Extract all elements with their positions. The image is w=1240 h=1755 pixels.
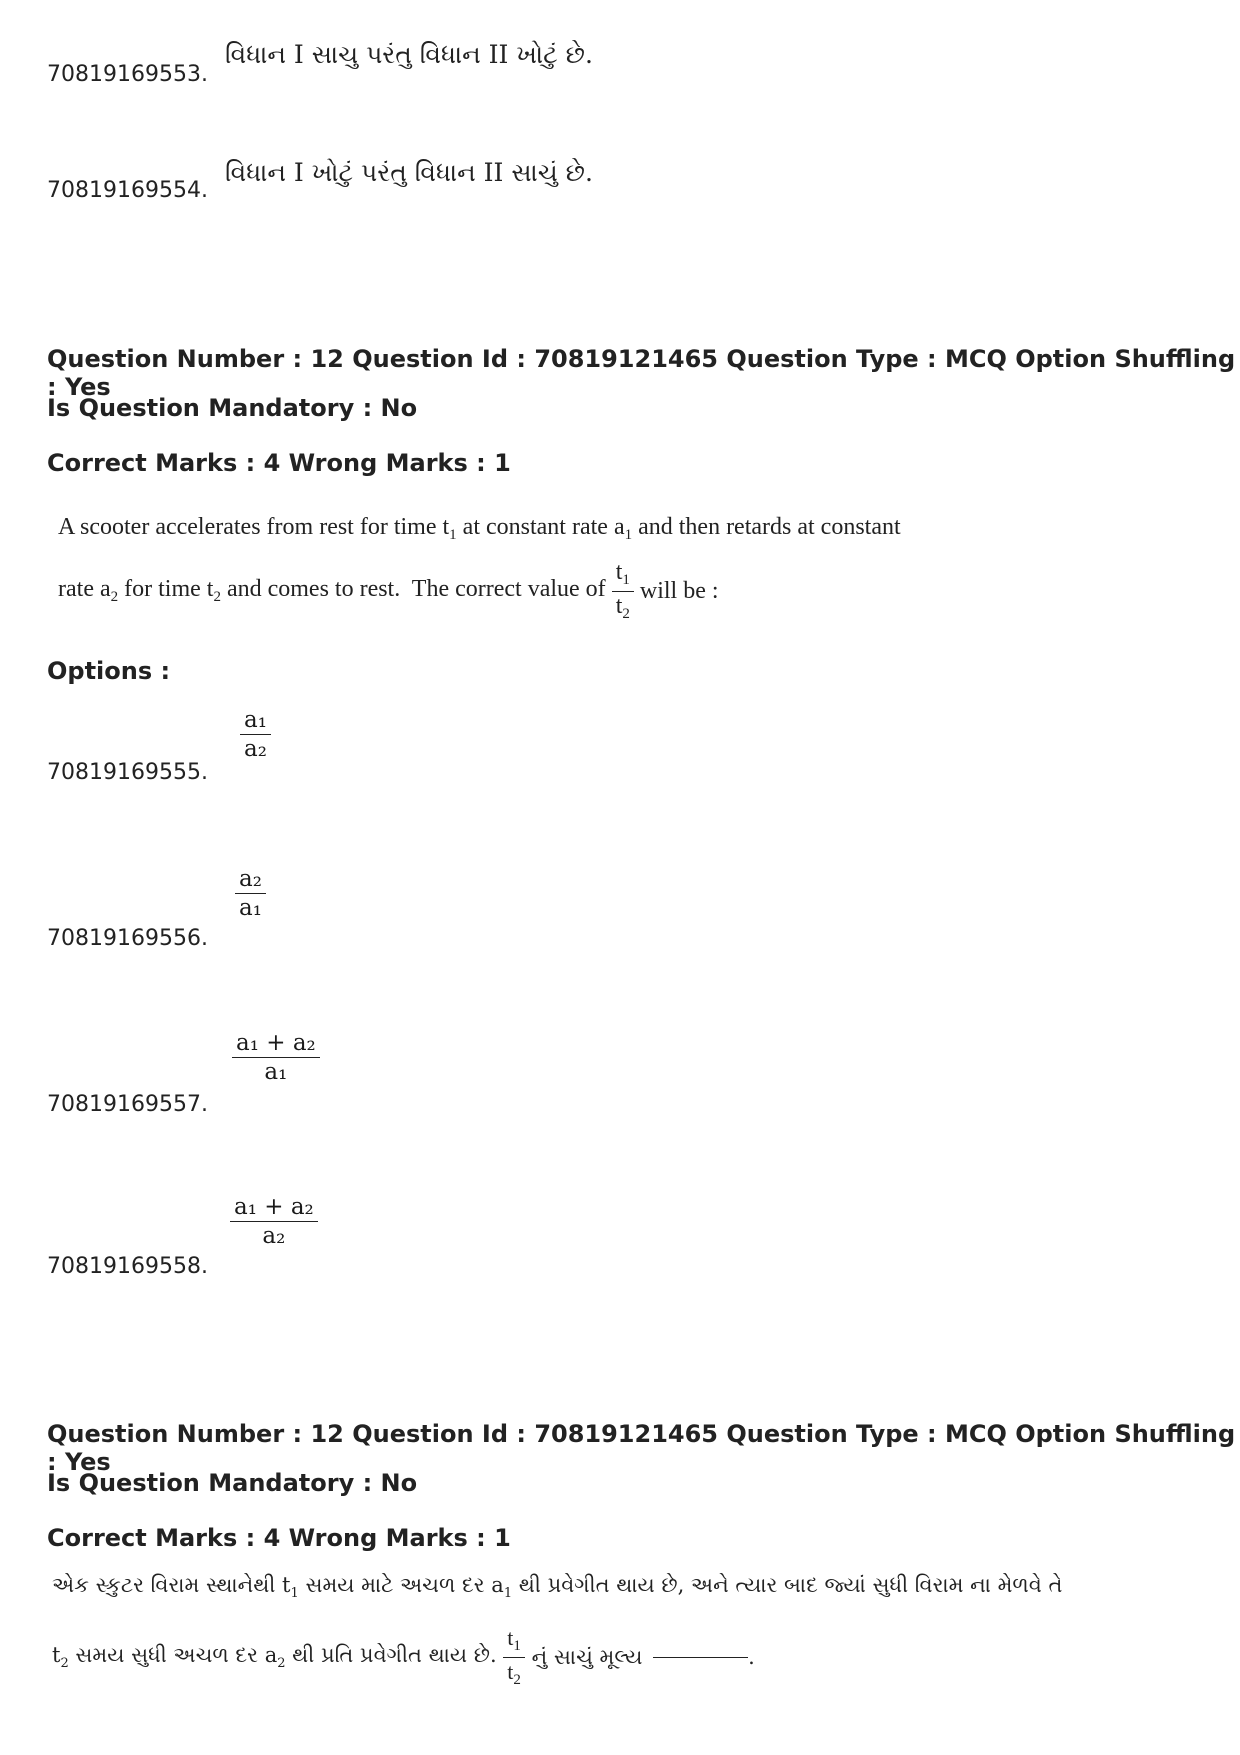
- question-mandatory: Is Question Mandatory : No: [47, 394, 418, 422]
- question-marks: Correct Marks : 4 Wrong Marks : 1: [47, 449, 511, 477]
- question-header: Question Number : 12 Question Id : 70819121465 Question Type : MCQ Option Shuffling : Yes: [47, 1420, 1236, 1476]
- question-marks: Correct Marks : 4 Wrong Marks : 1: [47, 1524, 511, 1552]
- question-text-line-1: એક સ્કુટર વિરામ સ્થાનેથી $t_1$ સમય માટે અચળ દર $a_1$ થી પ્રવેગીત થાય છે, અને ત્યાર બાદ જ્યાં સુધી વિરામ ના મેળવે તે: [52, 1573, 1063, 1602]
- t1-over-t2-fraction: $\frac{t_1}{t_2}$: [612, 560, 634, 623]
- question-text-line-2: rate $a_2$ for time $t_2$ and comes to rest. The correct value of $\frac{t_1}{t_2}$ will be :: [58, 559, 719, 622]
- question-header: Question Number : 12 Question Id : 70819121465 Question Type : MCQ Option Shuffling : Yes: [47, 345, 1236, 401]
- option-id: 70819169556.: [47, 926, 208, 951]
- question-mandatory: Is Question Mandatory : No: [47, 1469, 418, 1497]
- option-fraction: $\frac{\text{a₂}}{\text{a₁}}$: [235, 867, 266, 920]
- options-label: Options :: [47, 657, 171, 685]
- answer-blank: [653, 1657, 748, 1658]
- option-id: 70819169555.: [47, 760, 208, 785]
- option-fraction: $\frac{\text{a₁ + a₂}}{\text{a₂}}$: [230, 1195, 318, 1248]
- question-text-line-2: $t_2$ સમય સુધી અચળ દર $a_2$ થી પ્રતિ પ્રવેગીત થાય છે. $\frac{t_1}{t_2}$ નું સાચું મૂલ્ય .: [52, 1625, 755, 1688]
- option-text: વિધાન I સાચુ પરંતુ વિધાન II ખોટું છે.: [225, 40, 593, 69]
- option-id: 70819169554.: [47, 178, 208, 203]
- option-id: 70819169558.: [47, 1254, 208, 1279]
- option-fraction: $\frac{\text{a₁ + a₂}}{\text{a₁}}$: [232, 1031, 320, 1084]
- option-id: 70819169553.: [47, 62, 208, 87]
- option-id: 70819169557.: [47, 1092, 208, 1117]
- question-text-line-1: A scooter accelerates from rest for time $t_1$ at constant rate $a_1$ and then retards at constant: [58, 514, 901, 543]
- option-fraction: $\frac{\text{a₁}}{\text{a₂}}$: [240, 708, 271, 761]
- t1-over-t2-fraction: $\frac{t_1}{t_2}$: [503, 1626, 525, 1689]
- option-text: વિધાન I ખોટું પરંતુ વિધાન II સાચું છે.: [225, 158, 593, 187]
